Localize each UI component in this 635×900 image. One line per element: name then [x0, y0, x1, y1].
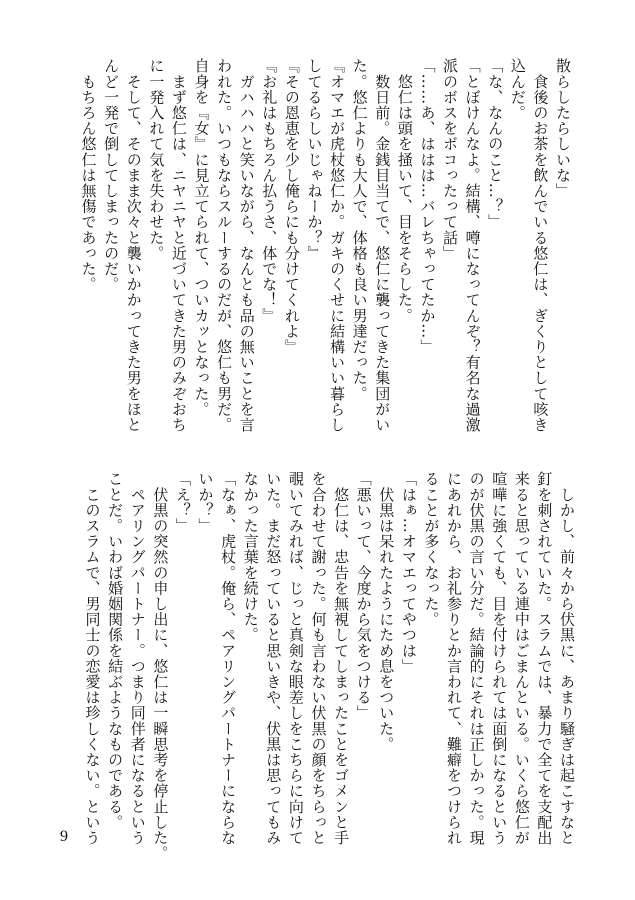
text-line: 『その恩恵を少し俺らにも分けてくれよ』 — [282, 58, 301, 355]
text-line: 自身を『女』に見立てられて、ついカッとなった。 — [192, 58, 211, 417]
text-line: 「な、なんのこと…？」 — [486, 58, 505, 230]
text-line: このスラムで、男同士の恋愛は珍しくない。という — [83, 471, 102, 846]
text-line: 数日前。金銭目当てで、悠仁に襲ってきた集団がい — [373, 58, 392, 433]
text-line: いか？」 — [196, 471, 215, 534]
page-number: 9 — [60, 828, 68, 845]
text-line: 「え？」 — [173, 471, 192, 534]
text-line: ことだ。いわば婚姻関係を結ぶようなものである。 — [106, 471, 125, 830]
text-line: 来ると思っている連中はごまんといる。いくら悠仁が — [512, 471, 531, 846]
text-line: もちろん悠仁は無傷であった。 — [79, 58, 98, 292]
text-line: 食後のお茶を飲んでいる悠仁は、ぎくりとして咳き — [531, 58, 550, 433]
text-line: 「悪いって、今度から気をつける」 — [354, 471, 373, 721]
text-line: 伏黒の突然の申し出に、悠仁は一瞬思考を停止した。 — [151, 471, 170, 861]
text-line: 「……あ、ははは…バレちゃってたか…」 — [418, 58, 437, 355]
text-line: われた。いつもならスルーするのだが、悠仁も男だ。 — [215, 58, 234, 433]
text-line: そして、そのまま次々と襲いかかってきた男をほと — [124, 58, 143, 433]
text-line: 釘を刺されていた。スラムでは、暴力で全てを支配出 — [535, 471, 554, 846]
text-line: んど一発で倒してしまったのだ。 — [102, 58, 121, 292]
text-line: してるらしいじゃねーか？』 — [305, 58, 324, 261]
text-line: のが伏黒の言い分だ。結論的にそれは正しかった。現 — [467, 471, 486, 846]
text-line: いた。まだ怒っていると思いきや、伏黒は思ってもみ — [264, 471, 283, 846]
text-line: 「なぁ、虎杖。俺ら、ペアリングパートナーにならな — [219, 471, 238, 846]
upper-text-column — [62, 58, 574, 433]
text-line: にあれから、お礼参りとか言われて、難癖をつけられ — [445, 471, 464, 846]
text-line: ガハハハと笑いながら、なんとも品の無いことを言 — [237, 58, 256, 433]
text-line: ることが多くなった。 — [422, 471, 441, 627]
text-line: 『お礼はもちろん払うさ、体でな！』 — [260, 58, 279, 324]
lower-text-column — [62, 471, 578, 861]
text-line: 派のボスをボコったって話」 — [441, 58, 460, 261]
text-line: た。悠仁よりも大人で、体格も良い男達だった。 — [350, 58, 369, 402]
text-line: に一発入れて気を失わせた。 — [147, 58, 166, 261]
text-line: 悠仁は頭を掻いて、目をそらした。 — [395, 58, 414, 324]
text-line: 伏黒は呆れたようにため息をついた。 — [377, 471, 396, 752]
text-line: まず悠仁は、ニヤニヤと近づいてきた男のみぞおち — [169, 58, 188, 433]
text-line: 『オマエが虎杖悠仁か。ガキのくせに結構いい暮らし — [328, 58, 347, 433]
text-line: 込んだ。 — [508, 58, 527, 121]
text-line: なかった言葉を続けた。 — [241, 471, 260, 643]
text-line: 喧嘩に強くても、目を付けられては面倒になるという — [490, 471, 509, 846]
text-line: しかし、前々から伏黒に、あまり騒ぎは起こすなと — [558, 471, 576, 846]
text-line: 散らしたらしいな」 — [554, 58, 572, 199]
text-line: 「はぁ…オマエってやつは」 — [399, 471, 418, 674]
text-line: ペアリングパートナー。つまり同伴者になるという — [128, 471, 147, 846]
text-line: 「とぼけんなよ。結構、噂になってんぞ？有名な過激 — [463, 58, 482, 433]
text-line: 覗いてみれば、じっと真剣な眼差しをこちらに向けて — [286, 471, 305, 846]
text-line: を合わせて謝った。何も言わない伏黒の顔をちらっと — [309, 471, 328, 846]
text-line: 悠仁は、忠告を無視してしまったことをゴメンと手 — [332, 471, 351, 846]
